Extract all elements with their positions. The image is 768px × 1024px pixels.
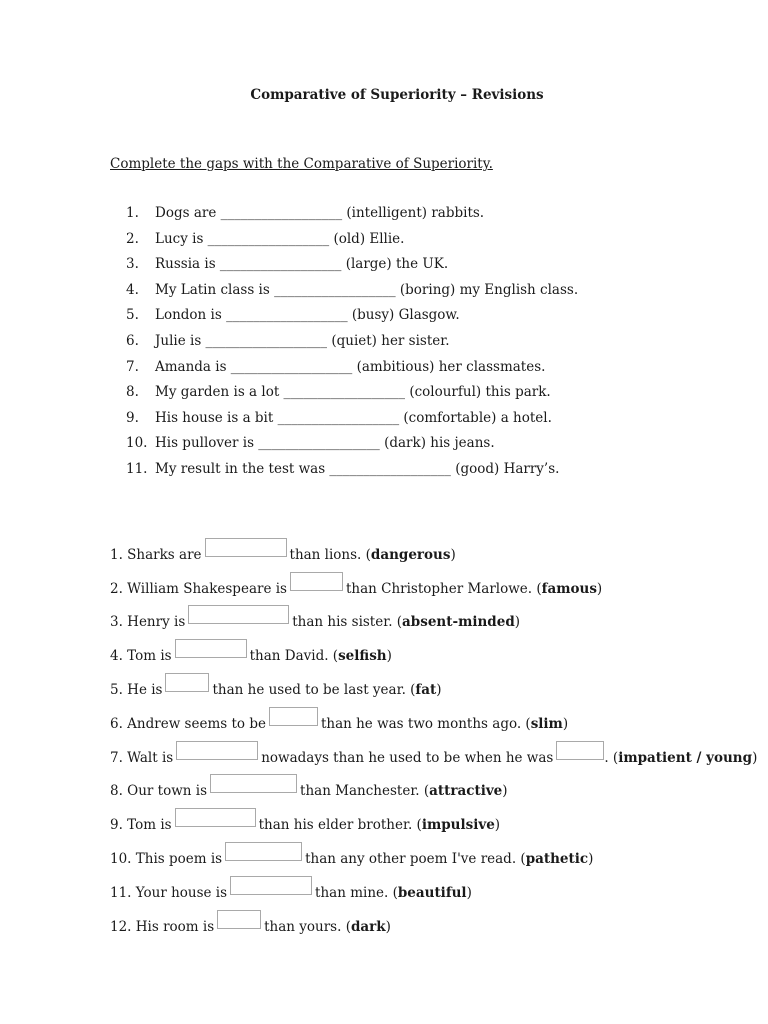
list-item	[110, 599, 757, 633]
answer-input[interactable]	[175, 639, 247, 658]
item-text: Lucy is __________________ (old) Ellie.	[155, 230, 405, 247]
sentence-end: than any other poem I've read. (pathetic)	[305, 850, 594, 867]
item-text: Julie is __________________ (quiet) her sister.	[155, 332, 450, 349]
item-text: London is __________________ (busy) Glasgow.	[155, 307, 460, 324]
item-number: 6.	[126, 332, 139, 349]
list-item	[126, 307, 578, 333]
item-text: Amanda is __________________ (ambitious) her classmates.	[155, 358, 546, 375]
hint-word: dark	[350, 918, 386, 935]
list-item	[126, 256, 578, 282]
item-text: Russia is __________________ (large) the UK.	[155, 256, 449, 273]
list-item	[126, 384, 578, 410]
item-text: My garden is a lot __________________ (colourful) this park.	[155, 384, 551, 401]
list-item	[110, 565, 757, 599]
sentence-start: 8. Our town is	[110, 783, 208, 800]
list-item	[110, 869, 757, 903]
sentence-end: than lions. (dangerous)	[289, 546, 456, 563]
sentence-end: . (impatient / young)	[604, 749, 758, 766]
sentence-end: than he was two months ago. (slim)	[320, 715, 569, 732]
list-item	[126, 435, 578, 461]
item-text: His house is a bit __________________ (comfortable) a hotel.	[155, 409, 552, 426]
hint-word: attractive	[429, 783, 503, 800]
sentence-start: 9. Tom is	[110, 817, 172, 834]
sentence-start: 5. He is	[110, 681, 163, 698]
exercise-2-list	[110, 531, 757, 937]
list-item	[126, 282, 578, 308]
item-number: 7.	[126, 358, 139, 375]
answer-input[interactable]	[290, 572, 343, 591]
sentence-end: than he used to be last year. (fat)	[212, 681, 442, 698]
item-number: 4.	[126, 281, 139, 298]
sentence-end: than his elder brother. (impulsive)	[258, 817, 501, 834]
answer-input[interactable]	[188, 605, 289, 624]
hint-word: impatient / young	[618, 749, 753, 766]
item-number: 11.	[126, 460, 148, 477]
sentence-start: 11. Your house is	[110, 884, 228, 901]
sentence-start: 7. Walt is	[110, 749, 174, 766]
item-number: 9.	[126, 409, 139, 426]
sentence-middle: nowadays than he used to be when he was	[261, 749, 554, 766]
sentence-start: 12. His room is	[110, 918, 215, 935]
sentence-start: 1. Sharks are	[110, 546, 202, 563]
item-text: Dogs are __________________ (intelligent) rabbits.	[155, 205, 485, 221]
sentence-start: 3. Henry is	[110, 614, 186, 631]
answer-input[interactable]	[175, 808, 256, 827]
item-text: His pullover is __________________ (dark) his jeans.	[155, 435, 495, 452]
list-item	[126, 461, 578, 487]
item-number: 3.	[126, 256, 139, 273]
item-text: My result in the test was __________________ (good) Harry’s.	[155, 460, 560, 477]
sentence-start: 4. Tom is	[110, 648, 172, 665]
answer-input[interactable]	[176, 741, 258, 760]
list-item	[110, 768, 757, 802]
sentence-end: than David. (selfish)	[249, 648, 392, 665]
answer-input[interactable]	[205, 538, 287, 557]
hint-word: beautiful	[397, 884, 467, 901]
hint-word: fat	[415, 681, 437, 698]
item-text: My Latin class is __________________ (boring) my English class.	[155, 281, 579, 298]
item-number: 2.	[126, 230, 139, 247]
list-item	[126, 333, 578, 359]
answer-input[interactable]	[269, 707, 318, 726]
hint-word: impulsive	[421, 817, 495, 834]
exercise-1-list	[126, 205, 578, 487]
sentence-start: 6. Andrew seems to be	[110, 715, 266, 732]
answer-input[interactable]	[217, 910, 261, 929]
item-number: 5.	[126, 307, 139, 324]
answer-input[interactable]	[225, 842, 302, 861]
hint-word: absent-minded	[402, 614, 515, 631]
sentence-end: than mine. (beautiful)	[315, 884, 472, 901]
sentence-end: than Manchester. (attractive)	[300, 783, 508, 800]
list-item	[110, 531, 757, 565]
list-item	[110, 801, 757, 835]
list-item	[126, 410, 578, 436]
list-item	[110, 666, 757, 700]
hint-word: famous	[541, 580, 597, 597]
list-item	[110, 632, 757, 666]
item-number: 8.	[126, 384, 139, 401]
answer-input[interactable]	[165, 673, 209, 692]
instruction-text: Complete the gaps with the Comparative of Superiority.	[110, 156, 493, 172]
answer-input[interactable]	[210, 774, 297, 793]
list-item	[110, 734, 757, 768]
page-title: Comparative of Superiority – Revisions	[250, 87, 544, 103]
item-number: 10.	[126, 435, 148, 452]
answer-input-2[interactable]	[556, 741, 604, 760]
sentence-end: than yours. (dark)	[264, 918, 391, 935]
hint-word: pathetic	[525, 850, 589, 867]
hint-word: dangerous	[370, 546, 451, 563]
sentence-end: than Christopher Marlowe. (famous)	[345, 580, 603, 597]
list-item	[126, 231, 578, 257]
list-item	[126, 205, 578, 231]
hint-word: selfish	[338, 648, 387, 665]
list-item	[110, 903, 757, 937]
sentence-start: 10. This poem is	[110, 850, 223, 867]
hint-word: slim	[530, 715, 563, 732]
answer-input[interactable]	[230, 876, 312, 895]
item-number: 1.	[126, 205, 139, 221]
sentence-start: 2. William Shakespeare is	[110, 580, 287, 597]
list-item	[110, 700, 757, 734]
sentence-end: than his sister. (absent-minded)	[292, 614, 521, 631]
list-item	[110, 835, 757, 869]
list-item	[126, 359, 578, 385]
